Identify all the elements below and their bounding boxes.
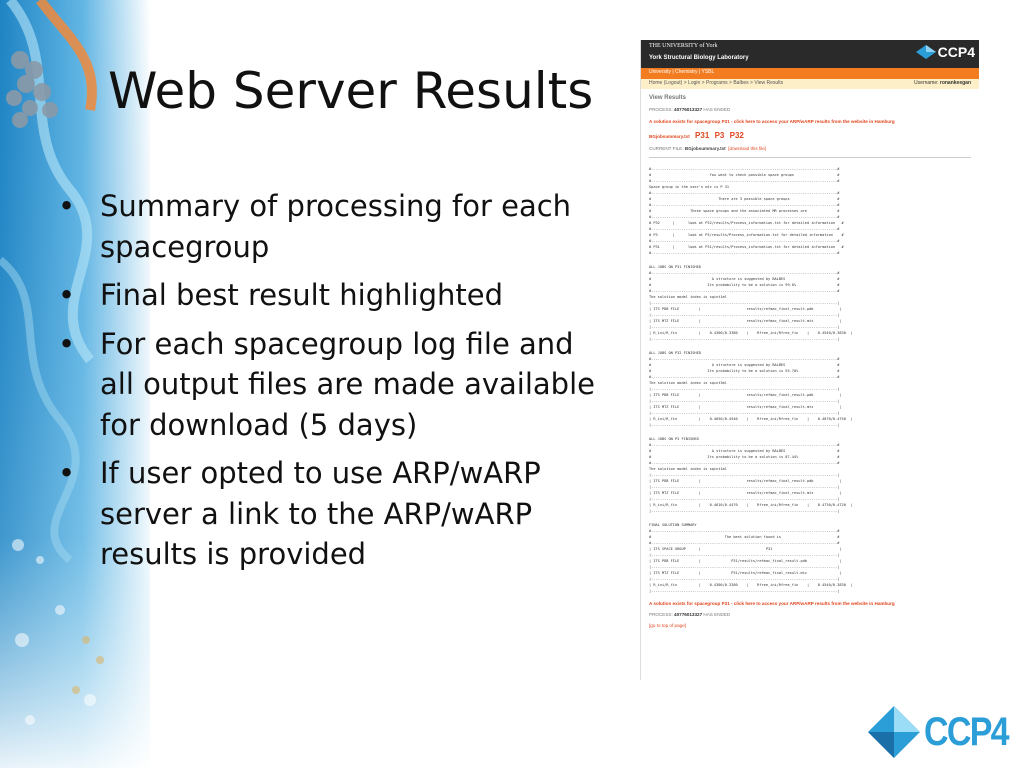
spacegroup-link[interactable]: P3 — [714, 131, 725, 140]
username: ronankeegan — [939, 80, 971, 86]
result-table: #--------------------------------------------------------------------------------------# # A structure is suggested by BALBES # # Its probability to be a solution is 55.70% # #--------------------------------------------------------------------------------------# The solution model index is sqint3ml |--------------------------------------------------------------------------------------| | ITS PDB FILE | results/refmac_final_result.pdb | |--------------------------------------------------------------------------------------| | ITS MTZ FILE | results/refmac_final_result.mtz | |--------------------------------------------------------------------------------------| | R_ini/R_fin | 0.4650/0.4540 | Rfree_ini/Rfree_fin | 0.4870/0.4750 | |--------------------------------------------------------------------------------------| — [649, 357, 853, 427]
bullet-item — [58, 275, 598, 316]
result-heading: ALL JOBS ON P32 FINISHED — [649, 351, 701, 355]
process-label: PROCESS: — [649, 612, 673, 617]
top-nav[interactable]: University | Chemistry | YSBL — [641, 68, 979, 79]
process-label: PROCESS: — [649, 107, 673, 112]
current-file-label: CURRENT FILE: — [649, 146, 684, 151]
current-file-name: BGjobsummary.txt — [684, 146, 726, 151]
go-to-top-link[interactable]: [go to top of page] — [649, 623, 687, 628]
download-link[interactable]: [download this file] — [728, 146, 767, 151]
bullet-marker: • — [58, 456, 76, 490]
result-table: #--------------------------------------------------------------------------------------# # A structure is suggested by BALBES # # Its probability to be a solution is 87.44% # #--------------------------------------------------------------------------------------# The solution model index is sqint1ml |--------------------------------------------------------------------------------------| | ITS PDB FILE | results/refmac_final_result.pdb | |--------------------------------------------------------------------------------------| | ITS MTZ FILE | results/refmac_final_result.mtz | |--------------------------------------------------------------------------------------| | R_ini/R_fin | 0.4610/0.4470 | Rfree_ini/Rfree_fin | 0.4730/0.4720 | |--------------------------------------------------------------------------------------| — [649, 443, 853, 513]
breadcrumb-links[interactable]: Home (Logout) > Login > Programs > Balbes > View Results — [649, 80, 784, 86]
ccp4-logo-text: CCP4 — [924, 709, 1008, 754]
result-heading: ALL JOBS ON P3 FINISHED — [649, 437, 699, 441]
process-id: 40776013327 — [674, 612, 703, 617]
process-state: HAS ENDED — [703, 107, 731, 112]
university-name: THE UNIVERSITY of York — [649, 43, 718, 49]
bullet-list — [58, 186, 598, 583]
arp-warp-link-bottom[interactable]: A solution exists for spacegroup P31 - click here to access your ARP/wARP results from the website in Hamburg — [649, 601, 895, 606]
username-label: Username: — [914, 80, 939, 86]
bullet-text: Final best result highlighted — [100, 278, 504, 312]
log-summary: #--------------------------------------------------------------------------------------# # You want to check possible space groups # #--------------------------------------------------------------------------------------# Space group in the user's mtz is P 31 #--------------------------------------------------------------------------------------# # There are 3 possible space groups # #--------------------------------------------------------------------------------------# # These space groups and the associated MR processes are # #--------------------------------------------------------------------------------------# # P32 | look at P32/results/Process_information.txt for detailed information # #--------------------------------------------------------------------------------------# # P3 | look at P3/results/Process_information.txt for detailed information # #--------------------------------------------------------------------------------------# # P31 | look at P31/results/Process_information.txt for detailed information # #--------------------------------------------------------------------------------------# — [649, 167, 844, 255]
result-heading: ALL JOBS ON P31 FINISHED — [649, 265, 701, 269]
spacegroup-link[interactable]: P31 — [695, 131, 710, 140]
ccp4-diamond-icon — [916, 45, 936, 59]
ccp4-diamond-icon — [866, 704, 922, 760]
current-file — [649, 146, 971, 151]
result-table: #--------------------------------------------------------------------------------------# # A structure is suggested by BALBES # # Its probability to be a solution is 99.0% # #--------------------------------------------------------------------------------------# The solution model index is sqint1ml |--------------------------------------------------------------------------------------| | ITS PDB FILE | results/refmac_final_result.pdb | |--------------------------------------------------------------------------------------| | ITS MTZ FILE | results/refmac_final_result.mtz | |--------------------------------------------------------------------------------------| | R_ini/R_fin | 0.4300/0.3380 | Rfree_ini/Rfree_fin | 0.4540/0.3830 | |--------------------------------------------------------------------------------------| — [649, 271, 853, 341]
bullet-item — [58, 324, 598, 446]
process-status — [649, 107, 971, 112]
web-server-screenshot — [640, 40, 979, 680]
header-logo — [916, 44, 975, 60]
process-id: 40776013327 — [674, 107, 703, 112]
bullet-text: Summary of processing for each spacegroup — [100, 189, 572, 264]
spacegroup-link[interactable]: P32 — [729, 131, 744, 140]
process-status-bottom — [649, 612, 971, 617]
summary-file-link[interactable]: BGjobsummary.txt — [649, 134, 690, 139]
final-summary-heading: FINAL SOLUTION SUMMARY — [649, 523, 697, 527]
bullet-marker: • — [58, 189, 76, 223]
final-summary-table: #--------------------------------------------------------------------------------------# # The best solution found is # #--------------------------------------------------------------------------------------# | ITS SPACE GROUP | P31 | |--------------------------------------------------------------------------------------| | ITS PDB FILE | P31/results/refmac_final_result.pdb | |--------------------------------------------------------------------------------------| | ITS MTZ FILE | P31/results/refmac_final_result.mtz | |--------------------------------------------------------------------------------------| | R_ini/R_fin | 0.4300/0.3380 | Rfree_ini/Rfree_fin | 0.4540/0.3830 | |--------------------------------------------------------------------------------------| — [649, 529, 853, 593]
bullet-text: For each spacegroup log file and all output files are made available for download (5 days) — [100, 326, 595, 442]
process-state: HAS ENDED — [703, 612, 731, 617]
bullet-marker: • — [58, 278, 76, 312]
site-header — [641, 40, 979, 68]
ccp4-logo — [866, 704, 1023, 760]
bullet-marker: • — [58, 326, 76, 361]
page-heading: View Results — [649, 95, 686, 101]
slide-title: Web Server Results — [108, 62, 594, 120]
bullet-item — [58, 453, 598, 575]
lab-name: York Structural Biology Laboratory — [649, 55, 749, 61]
bullet-text: If user opted to use ARP/wARP server a link to the ARP/wARP results is provided — [100, 456, 541, 571]
spacegroup-links — [649, 131, 971, 140]
bullet-item — [58, 186, 598, 267]
user-info — [914, 80, 971, 88]
header-logo-text: CCP4 — [937, 44, 975, 60]
arp-warp-link[interactable]: A solution exists for spacegroup P31 - click here to access your ARP/wARP results from the website in Hamburg — [649, 119, 895, 124]
breadcrumb — [641, 79, 979, 89]
